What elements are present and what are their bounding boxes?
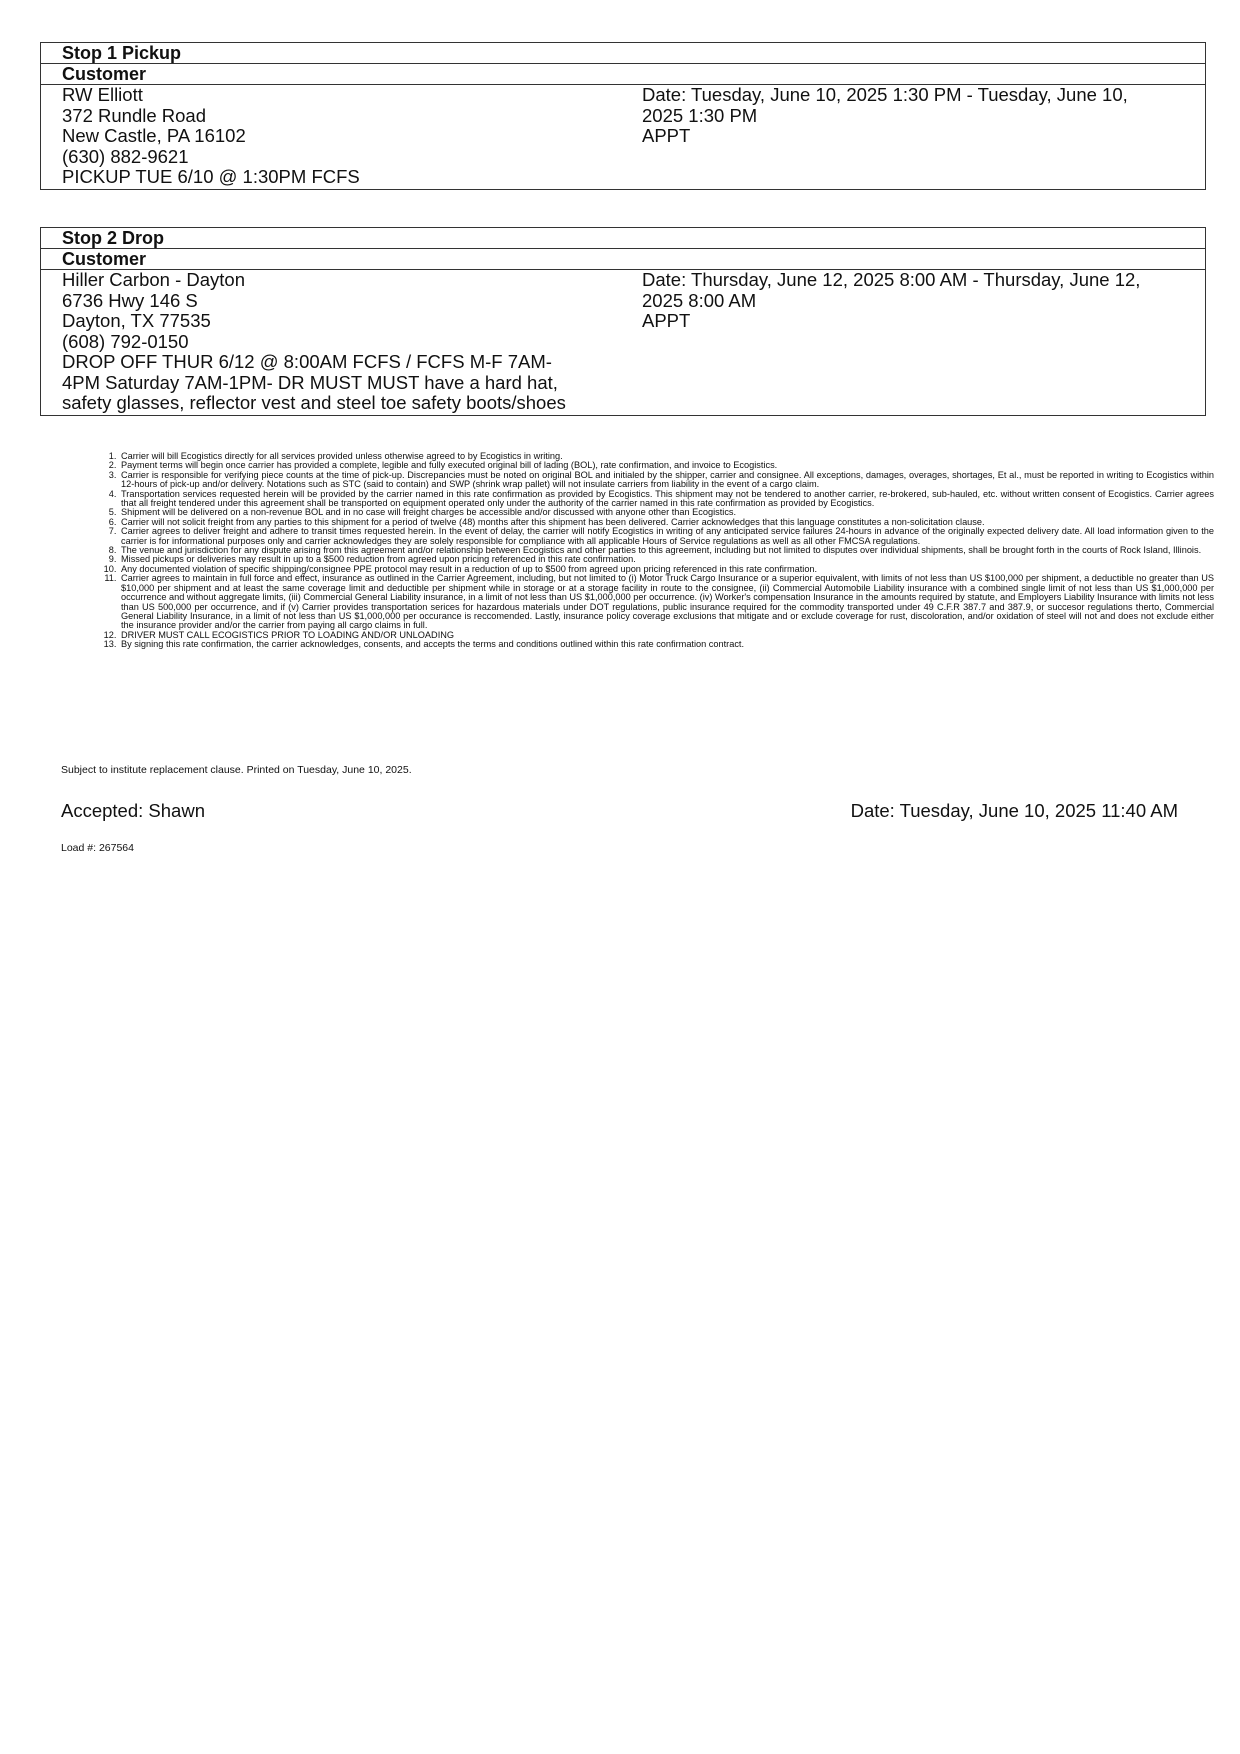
stop-1-address-line: PICKUP TUE 6/10 @ 1:30PM FCFS xyxy=(62,166,360,187)
stop-2-customer-label: Customer xyxy=(41,249,1205,270)
subject-note: Subject to institute replacement clause. Printed on Tuesday, June 10, 2025. xyxy=(61,764,412,776)
stop-2-date-line: Date: Thursday, June 12, 2025 8:00 AM - Thursday, June 12, xyxy=(642,269,1141,290)
stop-2-address-line: (608) 792-0150 xyxy=(62,330,189,352)
term-item: 13. By signing this rate confirmation, the carrier acknowledges, consents, and accepts the terms and conditions outlined within this rate confirmation contract. xyxy=(119,640,1214,649)
accepted-by: Accepted: Shawn xyxy=(61,800,205,821)
stop-2-date-line: APPT xyxy=(642,310,691,331)
stop-2-address-line: 4PM Saturday 7AM-1PM- DR MUST MUST have a hard hat, xyxy=(62,371,558,393)
load-number: Load #: 267564 xyxy=(61,842,134,854)
term-item: 7. Carrier agrees to deliver freight and adhere to transit times requested herein. In the event of delay, the carrier will notify Ecogistics in writing of any anticipated service failures 24-hours in advance of the originally expected delivery date. All load information given to the carrier is for informational purposes only and carrier acknowledges they are solely responsible for compliance with all applicable Hours of Service regulations as well as all other FMCSA regulations. xyxy=(119,527,1214,546)
term-item: 2. Payment terms will begin once carrier has provided a complete, legible and fully executed original bill of lading (BOL), rate confirmation, and invoice to Ecogistics. xyxy=(119,461,1214,470)
term-item: 12. DRIVER MUST CALL ECOGISTICS PRIOR TO LOADING AND/OR UNLOADING xyxy=(119,631,1214,640)
stop-1-address xyxy=(62,85,602,188)
stop-2-date xyxy=(642,270,1162,332)
stop-2-address-line: safety glasses, reflector vest and steel toe safety boots/shoes xyxy=(62,392,566,413)
term-item: 8. The venue and jurisdiction for any dispute arising from this agreement and/or relationship between Ecogistics and other parties to this agreement, including but not limited to disputes over individual shipments, shall be brought forth in the courts of Rock Island, Illinois. xyxy=(119,546,1214,555)
stop-1-title: Stop 1 Pickup xyxy=(41,43,1205,64)
stop-1-address-line: New Castle, PA 16102 xyxy=(62,125,246,146)
stop-2-date-line: 2025 8:00 AM xyxy=(642,289,757,311)
accepted-date: Date: Tuesday, June 10, 2025 11:40 AM xyxy=(850,800,1178,821)
stop-2-address-line: 6736 Hwy 146 S xyxy=(62,289,198,311)
stop-1-date-line: 2025 1:30 PM xyxy=(642,104,758,126)
term-item: 4. Transportation services requested herein will be provided by the carrier named in this rate confirmation as provided by Ecogistics. This shipment may not be tendered to another carrier, re-brokered, sub-hauled, etc. without written consent of Ecogistics. Carrier agrees that all freight tendered under this agreement shall be transported on equipment operated only under the authority of the carrier named in this rate confirmation as provided by Ecogistics. xyxy=(119,490,1214,509)
term-item: 6. Carrier will not solicit freight from any parties to this shipment for a period of twelve (48) months after this shipment has been delivered. Carrier acknowledges that this language constitutes a non-solicitation clause. xyxy=(119,518,1214,527)
stop-1-address-line: RW Elliott xyxy=(62,84,143,105)
stop-1-date-line: APPT xyxy=(642,125,691,146)
term-item: 11. Carrier agrees to maintain in full force and effect, insurance as outlined in the Carrier Agreement, including, but not limited to (i) Motor Truck Cargo Insurance or a superior equivalent, with limits of not less than US $100,000 per shipment, a deductible no greater than US $10,000 per shipment and at least the same coverage limit and deductible per shipment while in storage or at a storage facility in route to the consignee, (ii) Commercial Automobile Liability insurance with a combined single limit of not less than US $1,000,000 per occurrence and without aggregate limits, (iii) Commercial General Liability insurance, in a limit of not less than US $1,000,000 per occurrence. (iv) Worker's compensation Insurance in the amounts required by statute, and Employers Liability Insurance with limits not less than US 500,000 per occurrence, and if (v) Carrier provides transportation serices for hazardous materials under DOT regulations, public insurance required for the commodity transported under 49 C.F.R 387.7 and 387.9, or succesor regulations therto, Commercial General Liability Insurance, in a limit of not less than US $1,000,000 per occurance is reccomended. Lastly, insurance policy coverage exclusions that mitigate and or exclude coverage for rust, discoloration, and/or oxidation of steel will not and does not exclude either the insurance provider and/or the carrier from paying all cargo claims in full. xyxy=(119,574,1214,630)
stop-1-box xyxy=(40,42,1206,190)
stop-2-address-line: Hiller Carbon - Dayton xyxy=(62,269,246,290)
stop-2-address xyxy=(62,270,602,414)
terms-list xyxy=(88,452,1214,650)
stop-1-date-line: Date: Tuesday, June 10, 2025 1:30 PM - Tuesday, June 10, xyxy=(642,84,1128,105)
term-item: 1. Carrier will bill Ecogistics directly for all services provided unless otherwise agreed to by Ecogistics in writing. xyxy=(119,452,1214,461)
term-item: 10. Any documented violation of specific shipping/consignee PPE protocol may result in a reduction of up to $500 from agreed upon pricing referenced in this rate confirmation. xyxy=(119,565,1214,574)
stop-1-address-line: 372 Rundle Road xyxy=(62,104,206,126)
stop-2-title: Stop 2 Drop xyxy=(41,228,1205,249)
stop-1-address-line: (630) 882-9621 xyxy=(62,145,189,167)
term-item: 5. Shipment will be delivered on a non-revenue BOL and in no case will freight charges be accessible and/or discussed with anyone other than Ecogistics. xyxy=(119,508,1214,517)
stop-2-box xyxy=(40,227,1206,416)
stop-1-date xyxy=(642,85,1162,147)
term-item: 9. Missed pickups or deliveries may result in up to a $500 reduction from agreed upon pricing referenced in this rate confirmation. xyxy=(119,555,1214,564)
term-item: 3. Carrier is responsible for verifying piece counts at the time of pick-up. Discrepancies must be noted on original BOL and initialed by the shipper, carrier and consignee. All exceptions, damages, overages, shortages, Et al., must be reported in writing to Ecogistics within 12-hours of pick-up and/or delivery. Notations such as STC (said to contain) and SWP (shrink wrap pallet) will not insulate carriers from liability in the event of a cargo claim. xyxy=(119,471,1214,490)
stop-2-address-line: Dayton, TX 77535 xyxy=(62,310,211,331)
stop-1-customer-label: Customer xyxy=(41,64,1205,85)
stop-2-address-line: DROP OFF THUR 6/12 @ 8:00AM FCFS / FCFS M-F 7AM- xyxy=(62,351,552,372)
